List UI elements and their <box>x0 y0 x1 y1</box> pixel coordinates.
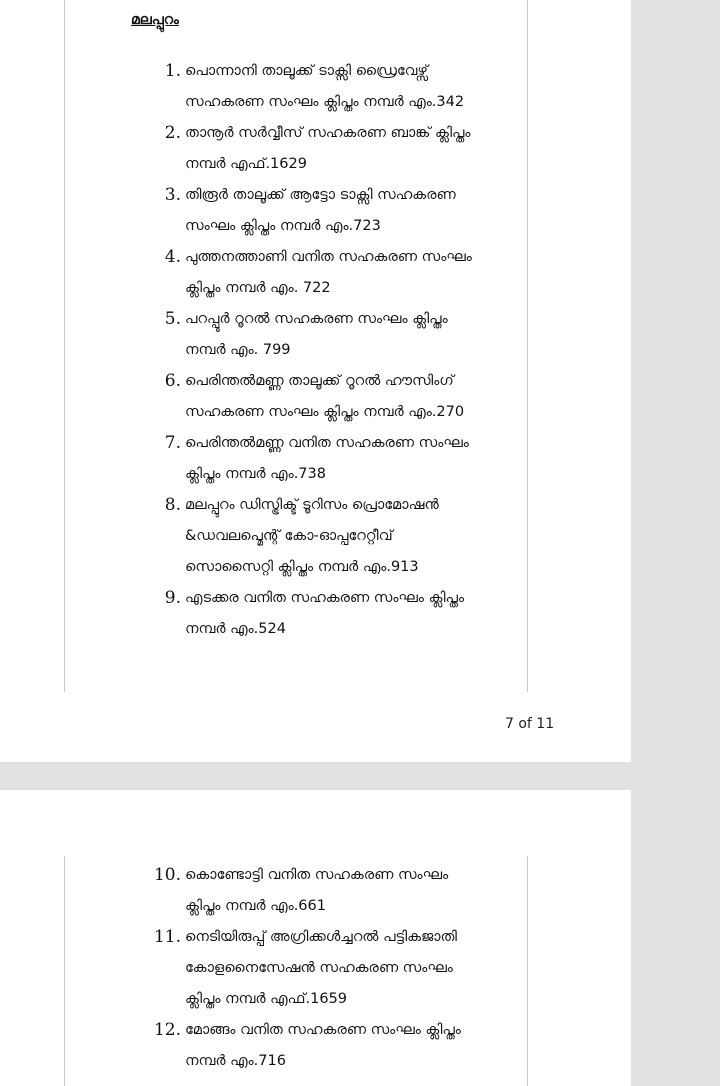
item-number: 12. <box>153 1020 181 1040</box>
item-text-line: പെരിന്തൽമണ്ണ വനിത സഹകരണ സംഘം <box>185 435 469 451</box>
list-item <box>164 56 472 118</box>
page-number: 7 of 11 <box>505 716 555 732</box>
item-number: 10. <box>153 865 181 885</box>
item-text-line: പറപ്പൂർ റൂറൽ സഹകരണ സംഘം ക്ലിപ്തം <box>185 311 448 327</box>
item-text-line: ക്ലിപ്തം നമ്പർ എഫ്.1659 <box>185 991 348 1007</box>
item-text-line: നമ്പർ എം.524 <box>185 621 286 637</box>
item-number: 5. <box>164 309 181 329</box>
item-number: 8. <box>164 495 181 515</box>
right-margin-line <box>527 0 528 692</box>
item-text-line: നെടിയിരുപ്പ് അഗ്രിക്കൾച്ചറൽ പട്ടികജാതി <box>185 929 457 945</box>
item-number: 4. <box>164 247 181 267</box>
item-text-line: പുത്തനത്താണി വനിത സഹകരണ സംഘം <box>185 249 472 265</box>
item-number: 7. <box>164 433 181 453</box>
item-list <box>164 56 472 645</box>
item-text-line: ക്ലിപ്തം നമ്പർ എം.661 <box>185 898 326 914</box>
list-item <box>153 922 461 1015</box>
item-text-line: നമ്പർ എം. 799 <box>185 342 291 358</box>
list-item <box>164 242 472 304</box>
item-text-line: &ഡവലപ്മെന്റ് കോ-ഓപ്പറേറ്റീവ് <box>185 528 393 544</box>
list-item <box>164 180 472 242</box>
item-text-line: നമ്പർ എഫ്.1629 <box>185 156 307 172</box>
left-margin-line <box>64 856 65 1086</box>
item-text-line: മലപ്പുറം ഡിസ്ട്രിക്ട് ടൂറിസം പ്രൊമോഷൻ <box>185 497 439 513</box>
item-number: 2. <box>164 123 181 143</box>
item-number: 1. <box>164 61 181 81</box>
list-item <box>164 490 472 583</box>
item-text-line: താനൂർ സർവ്വീസ് സഹകരണ ബാങ്ക് ക്ലിപ്തം <box>185 125 471 141</box>
left-margin-line <box>64 0 65 692</box>
item-text-line: എടക്കര വനിത സഹകരണ സംഘം ക്ലിപ്തം <box>185 590 465 606</box>
item-text-line: പൊന്നാനി താലൂക്ക് ടാക്സി ഡ്രൈവേഴ്സ് <box>185 63 428 79</box>
item-text-line: സഹകരണ സംഘം ക്ലിപ്തം നമ്പർ എം.342 <box>185 94 465 110</box>
item-number: 9. <box>164 588 181 608</box>
list-item <box>164 118 472 180</box>
section-heading: മലപ്പുറം <box>131 12 179 28</box>
item-text-line: നമ്പർ എം.716 <box>185 1053 286 1069</box>
item-text-line: കോളനൈസേഷൻ സഹകരണ സംഘം <box>185 960 453 976</box>
item-text-line: ക്ലിപ്തം നമ്പർ എം. 722 <box>185 280 331 296</box>
list-item <box>164 583 472 645</box>
item-text-line: സംഘം ക്ലിപ്തം നമ്പർ എം.723 <box>185 218 381 234</box>
list-item <box>153 860 461 922</box>
right-margin-line <box>527 856 528 1086</box>
list-item <box>164 366 472 428</box>
item-number: 11. <box>153 927 181 947</box>
item-text-line: കൊണ്ടോട്ടി വനിത സഹകരണ സംഘം <box>185 867 449 883</box>
item-text-line: സഹകരണ സംഘം ക്ലിപ്തം നമ്പർ എം.270 <box>185 404 465 420</box>
item-text-line: തിരൂർ താലൂക്ക് ആട്ടോ ടാക്സി സഹകരണ <box>185 187 456 203</box>
item-text-line: ക്ലിപ്തം നമ്പർ എം.738 <box>185 466 326 482</box>
item-number: 6. <box>164 371 181 391</box>
item-text-line: മോങ്ങം വനിത സഹകരണ സംഘം ക്ലിപ്തം <box>185 1022 461 1038</box>
list-item <box>164 304 472 366</box>
item-number: 3. <box>164 185 181 205</box>
list-item <box>164 428 472 490</box>
item-text-line: പെരിന്തൽമണ്ണ താലൂക്ക് റൂറൽ ഹൗസിംഗ് <box>185 373 454 389</box>
item-list <box>153 860 461 1077</box>
item-text-line: സൊസൈറ്റി ക്ലിപ്തം നമ്പർ എം.913 <box>185 559 419 575</box>
list-item <box>153 1015 461 1077</box>
